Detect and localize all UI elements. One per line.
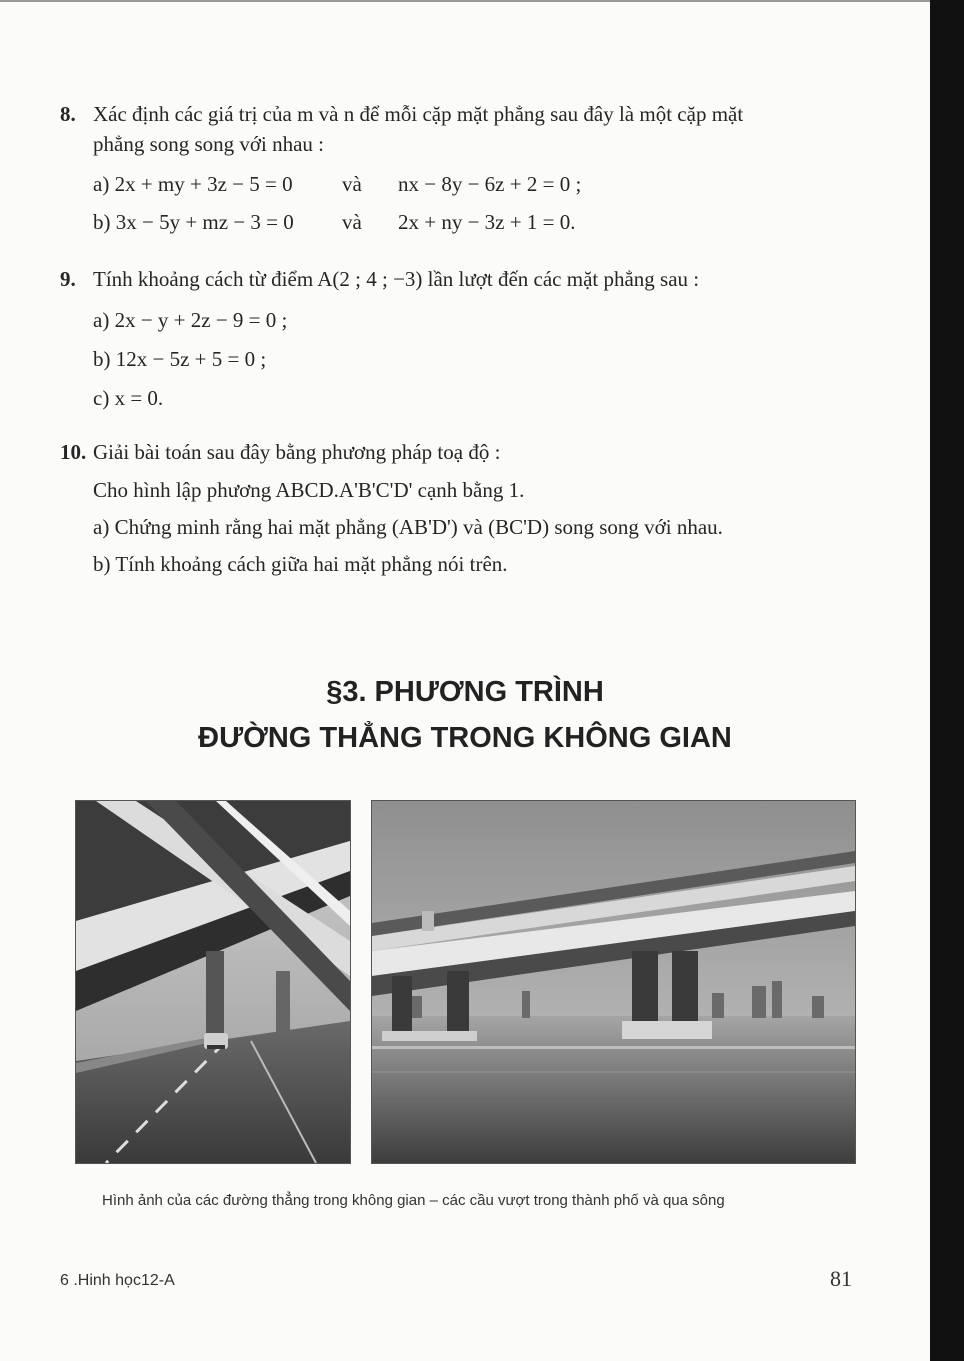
exercise-10-line1: Giải bài toán sau đây bằng phương pháp toạ độ : (93, 440, 501, 464)
section-title-line1: §3. PHƯƠNG TRÌNH (326, 676, 604, 708)
exercise-10a: a) Chứng minh rằng hai mặt phẳng (AB'D') và (BC'D) song song với nhau. (93, 515, 723, 539)
exercise-10b: b) Tính khoảng cách giữa hai mặt phẳng nói trên. (93, 552, 508, 576)
top-rule (0, 0, 930, 2)
page-number: 81 (830, 1266, 852, 1291)
figure-caption: Hình ảnh của các đường thẳng trong không gian – các cầu vượt trong thành phố và qua sông (102, 1192, 725, 1209)
exercise-10-line2: Cho hình lập phương ABCD.A'B'C'D' cạnh bằng 1. (93, 478, 525, 502)
exercise-8b-va: và (342, 210, 362, 234)
exercise-8-number: 8. (60, 102, 76, 126)
overpass-photo (75, 800, 351, 1164)
exercise-10-number: 10. (60, 440, 87, 464)
exercise-9c: c) x = 0. (93, 386, 164, 410)
overpass-illustration (76, 801, 350, 1163)
exercise-8a-right: nx − 8y − 6z + 2 = 0 ; (398, 172, 582, 196)
section-title-line2: ĐƯỜNG THẲNG TRONG KHÔNG GIAN (198, 722, 732, 754)
exercise-9-line1: Tính khoảng cách từ điểm A(2 ; 4 ; −3) lần lượt đến các mặt phẳng sau : (93, 267, 700, 291)
exercise-9b: b) 12x − 5z + 5 = 0 ; (93, 347, 267, 371)
page-edge-shadow (930, 0, 964, 1361)
river-bridge-illustration (372, 801, 855, 1163)
exercise-8a-va: và (342, 172, 362, 196)
footer-book-label: 6 .Hinh học12-A (60, 1272, 175, 1289)
exercise-8a-left: a) 2x + my + 3z − 5 = 0 (93, 172, 293, 196)
exercise-9-number: 9. (60, 267, 76, 291)
exercise-8b-right: 2x + ny − 3z + 1 = 0. (398, 210, 576, 234)
exercise-8-line1: Xác định các giá trị của m và n để mỗi cặp mặt phẳng sau đây là một cặp mặt (93, 102, 744, 126)
exercise-8-line2: phẳng song song với nhau : (93, 132, 325, 156)
exercise-9a: a) 2x − y + 2z − 9 = 0 ; (93, 308, 288, 332)
exercise-8b-left: b) 3x − 5y + mz − 3 = 0 (93, 210, 294, 234)
river-bridge-photo (371, 800, 856, 1164)
